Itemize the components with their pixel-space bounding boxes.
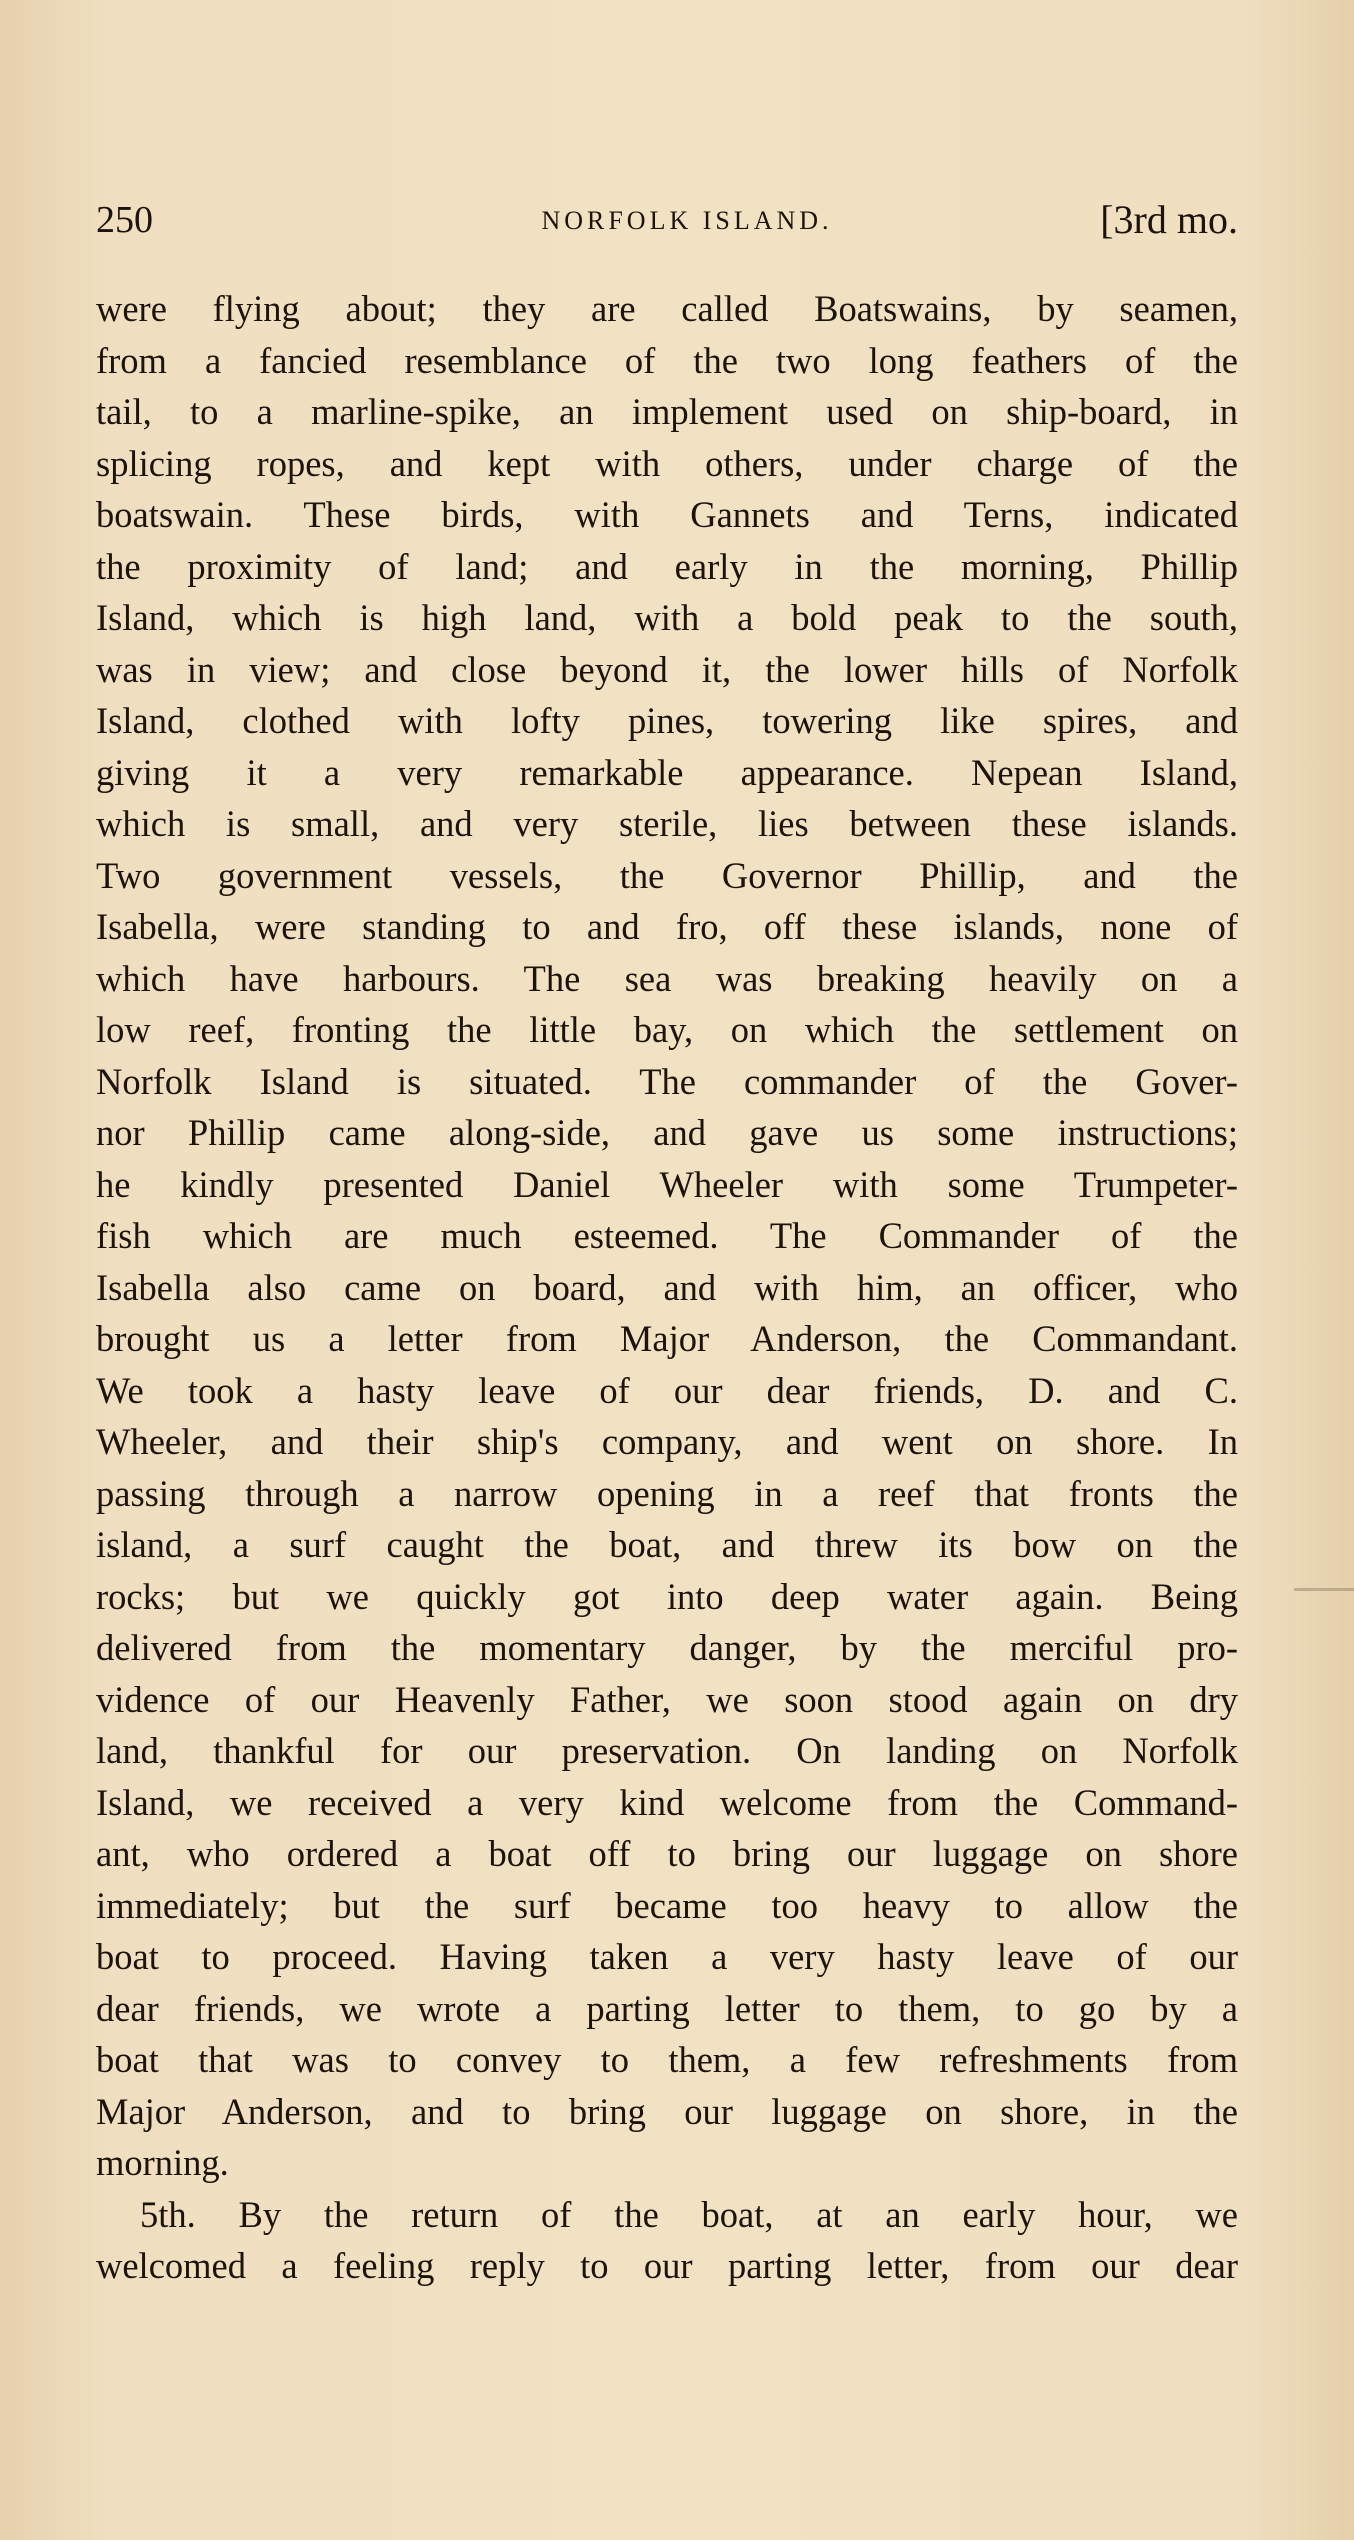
- text-line: brought us a letter from Major Anderson, the Commandant.: [96, 1318, 1238, 1359]
- text-line: tail, to a marline-spike, an implement used on ship-board, in: [96, 391, 1238, 432]
- text-line: from a fancied resemblance of the two long feathers of the: [96, 339, 1238, 381]
- text-line: giving it a very remarkable appearance. Nepean Island,: [96, 751, 1238, 793]
- text-line: We took a hasty leave of our dear friends, D. and C.: [96, 1369, 1238, 1411]
- edge-mark: [1294, 1588, 1354, 1591]
- text-line: he kindly presented Daniel Wheeler with some Trumpeter-: [96, 1163, 1238, 1205]
- paragraph-start-line: 5th. By the return of the boat, at an early hour, we: [140, 2193, 1238, 2235]
- text-line: Isabella also came on board, and with him, an officer, who: [96, 1266, 1238, 1308]
- page-number: 250: [96, 199, 153, 241]
- text-line: Island, we received a very kind welcome from the Command-: [96, 1781, 1238, 1823]
- text-line: the proximity of land; and early in the morning, Phillip: [96, 545, 1238, 587]
- page-header: [96, 190, 1238, 250]
- text-line: welcomed a feeling reply to our parting letter, from our dear: [96, 2245, 1238, 2286]
- body-text: [96, 283, 1238, 2292]
- month-label: [3rd mo.: [1100, 197, 1238, 242]
- text-line: Norfolk Island is situated. The commander of the Gover-: [96, 1060, 1238, 1102]
- text-line: Two government vessels, the Governor Phillip, and the: [96, 854, 1238, 896]
- text-line: fish which are much esteemed. The Commander of the: [96, 1215, 1238, 1256]
- text-line: immediately; but the surf became too heavy to allow the: [96, 1884, 1238, 1926]
- text-line: which is small, and very sterile, lies between these islands.: [96, 803, 1238, 844]
- text-line: rocks; but we quickly got into deep water again. Being: [96, 1575, 1238, 1617]
- text-line: Island, clothed with lofty pines, towering like spires, and: [96, 700, 1238, 741]
- text-line: was in view; and close beyond it, the lower hills of Norfolk: [96, 648, 1238, 690]
- text-line: dear friends, we wrote a parting letter to them, to go by a: [96, 1987, 1238, 2029]
- text-line: low reef, fronting the little bay, on which the settlement on: [96, 1009, 1238, 1050]
- text-line: which have harbours. The sea was breaking heavily on a: [96, 957, 1238, 999]
- text-line: were flying about; they are called Boatswains, by seamen,: [96, 288, 1238, 329]
- text-line: delivered from the momentary danger, by the merciful pro-: [96, 1627, 1238, 1668]
- text-line: Wheeler, and their ship's company, and went on shore. In: [96, 1421, 1238, 1462]
- text-line: land, thankful for our preservation. On landing on Norfolk: [96, 1730, 1238, 1771]
- text-line: vidence of our Heavenly Father, we soon stood again on dry: [96, 1678, 1238, 1720]
- text-line: Island, which is high land, with a bold peak to the south,: [96, 597, 1238, 638]
- text-line: boat to proceed. Having taken a very hasty leave of our: [96, 1936, 1238, 1977]
- text-line: nor Phillip came along-side, and gave us some instructions;: [96, 1112, 1238, 1153]
- text-line: splicing ropes, and kept with others, under charge of the: [96, 442, 1238, 484]
- text-line: Major Anderson, and to bring our luggage on shore, in the: [96, 2090, 1238, 2132]
- text-line: Isabella, were standing to and fro, off these islands, none of: [96, 906, 1238, 947]
- text-line: island, a surf caught the boat, and threw its bow on the: [96, 1524, 1238, 1565]
- text-line: ant, who ordered a boat off to bring our luggage on shore: [96, 1833, 1238, 1874]
- text-line: boat that was to convey to them, a few refreshments from: [96, 2039, 1238, 2080]
- text-line: passing through a narrow opening in a reef that fronts the: [96, 1472, 1238, 1514]
- text-line: boatswain. These birds, with Gannets and Terns, indicated: [96, 494, 1238, 535]
- running-title: NORFOLK ISLAND.: [541, 206, 833, 235]
- paragraph-end-line: morning.: [96, 2142, 229, 2183]
